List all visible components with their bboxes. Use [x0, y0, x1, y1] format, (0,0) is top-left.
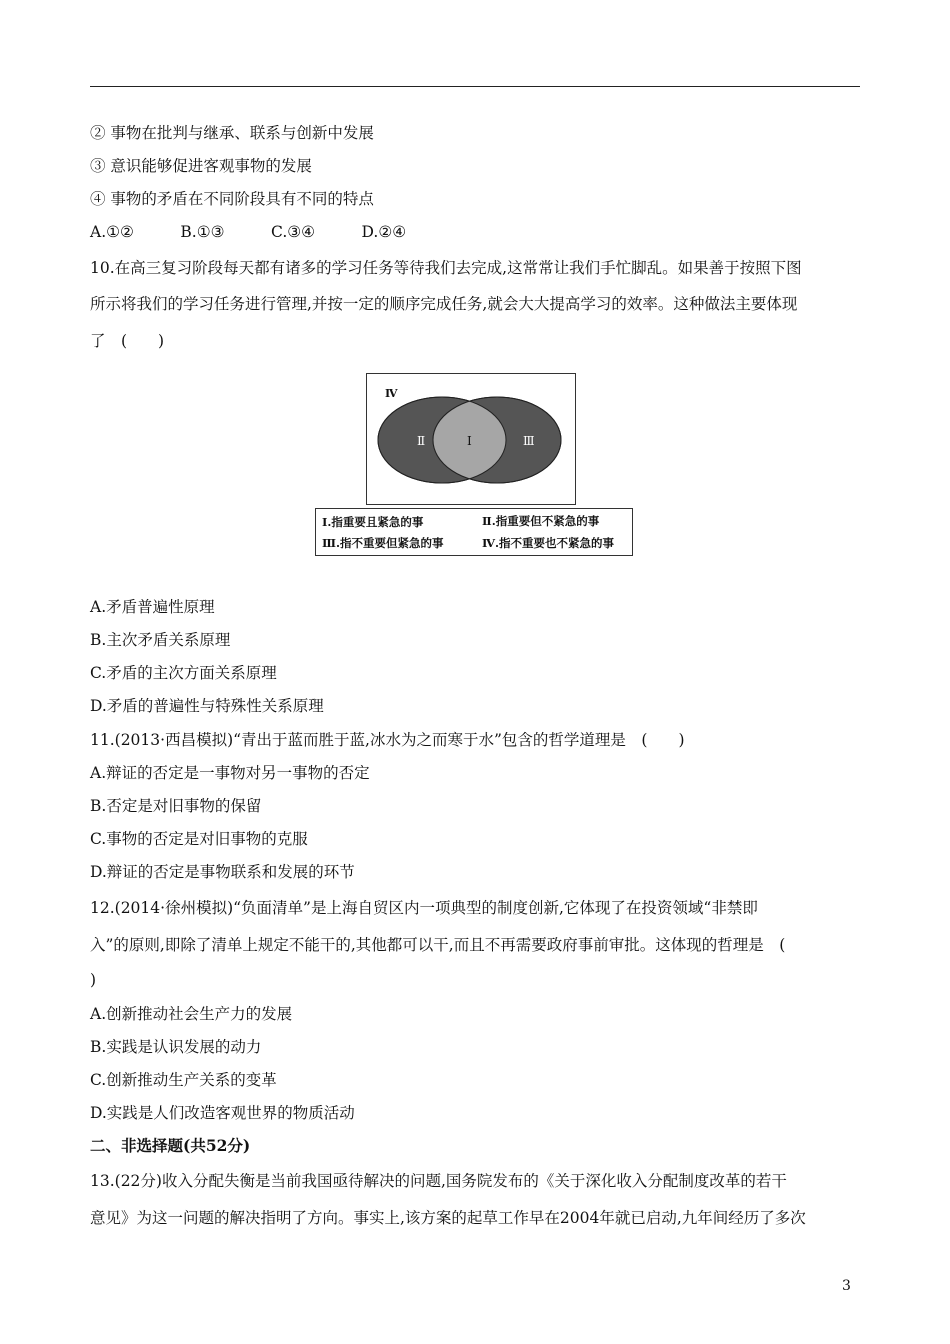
question-12-text: ) [90, 971, 97, 989]
venn-svg [367, 374, 575, 504]
q12-option-b: B.实践是认识发展的动力 [90, 1038, 262, 1056]
label-iv: Ⅳ [385, 387, 398, 400]
question-10-text: 10.在高三复习阶段每天都有诸多的学习任务等待我们去完成,这常常让我们手忙脚乱。如果善于按照下图 [90, 259, 802, 277]
venn-diagram [366, 373, 576, 505]
q11-option-d: D.辩证的否定是事物联系和发展的环节 [90, 863, 355, 881]
q10-option-b: B.主次矛盾关系原理 [90, 631, 231, 649]
label-left: Ⅱ [417, 434, 426, 448]
option-line-3: ③ 意识能够促进客观事物的发展 [90, 157, 312, 175]
question-12-text: 入”的原则,即除了清单上规定不能干的,其他都可以干,而且不再需要政府事前审批。这体现的哲理是 ( [90, 936, 786, 954]
header-rule [90, 86, 860, 87]
answer-choices-q9: A.①② B.①③ C.③④ D.②④ [90, 223, 407, 241]
question-10-text: 了 ( ) [90, 332, 165, 350]
q10-option-d: D.矛盾的普遍性与特殊性关系原理 [90, 697, 324, 715]
q12-option-d: D.实践是人们改造客观世界的物质活动 [90, 1104, 355, 1122]
q12-option-c: C.创新推动生产关系的变革 [90, 1071, 277, 1089]
q10-option-c: C.矛盾的主次方面关系原理 [90, 664, 277, 682]
diagram-legend [315, 508, 633, 556]
q12-option-a: A.创新推动社会生产力的发展 [90, 1005, 293, 1023]
section-heading: 二、非选择题(共52分) [90, 1136, 251, 1155]
legend-item-1: Ⅰ.指重要且紧急的事 [322, 515, 424, 529]
question-13-text: 13.(22分)收入分配失衡是当前我国亟待解决的问题,国务院发布的《关于深化收入分配制度改革的若干 [90, 1172, 787, 1190]
legend-item-2: Ⅱ.指重要但不紧急的事 [482, 514, 600, 528]
legend-item-3: Ⅲ.指不重要但紧急的事 [322, 536, 444, 550]
question-10-text: 所示将我们的学习任务进行管理,并按一定的顺序完成任务,就会大大提高学习的效率。这种做法主要体现 [90, 295, 798, 313]
question-12-text: 12.(2014·徐州模拟)“负面清单”是上海自贸区内一项典型的制度创新,它体现了在投资领域“非禁即 [90, 899, 758, 917]
label-center: Ⅰ [467, 434, 472, 448]
q11-option-c: C.事物的否定是对旧事物的克服 [90, 830, 308, 848]
option-line-2: ② 事物在批判与继承、联系与创新中发展 [90, 124, 374, 142]
legend-item-4: Ⅳ.指不重要也不紧急的事 [482, 536, 615, 550]
question-11-text: 11.(2013·西昌模拟)“青出于蓝而胜于蓝,冰水为之而寒于水”包含的哲学道理是 ( ) [90, 731, 685, 749]
q11-option-b: B.否定是对旧事物的保留 [90, 797, 262, 815]
label-right: Ⅲ [523, 434, 535, 448]
q10-option-a: A.矛盾普遍性原理 [90, 598, 215, 616]
option-line-4: ④ 事物的矛盾在不同阶段具有不同的特点 [90, 190, 374, 208]
question-13-text: 意见》为这一问题的解决指明了方向。事实上,该方案的起草工作早在2004年就已启动,九年间经历了多次 [90, 1209, 806, 1227]
q11-option-a: A.辩证的否定是一事物对另一事物的否定 [90, 764, 370, 782]
page-number: 3 [842, 1278, 851, 1294]
